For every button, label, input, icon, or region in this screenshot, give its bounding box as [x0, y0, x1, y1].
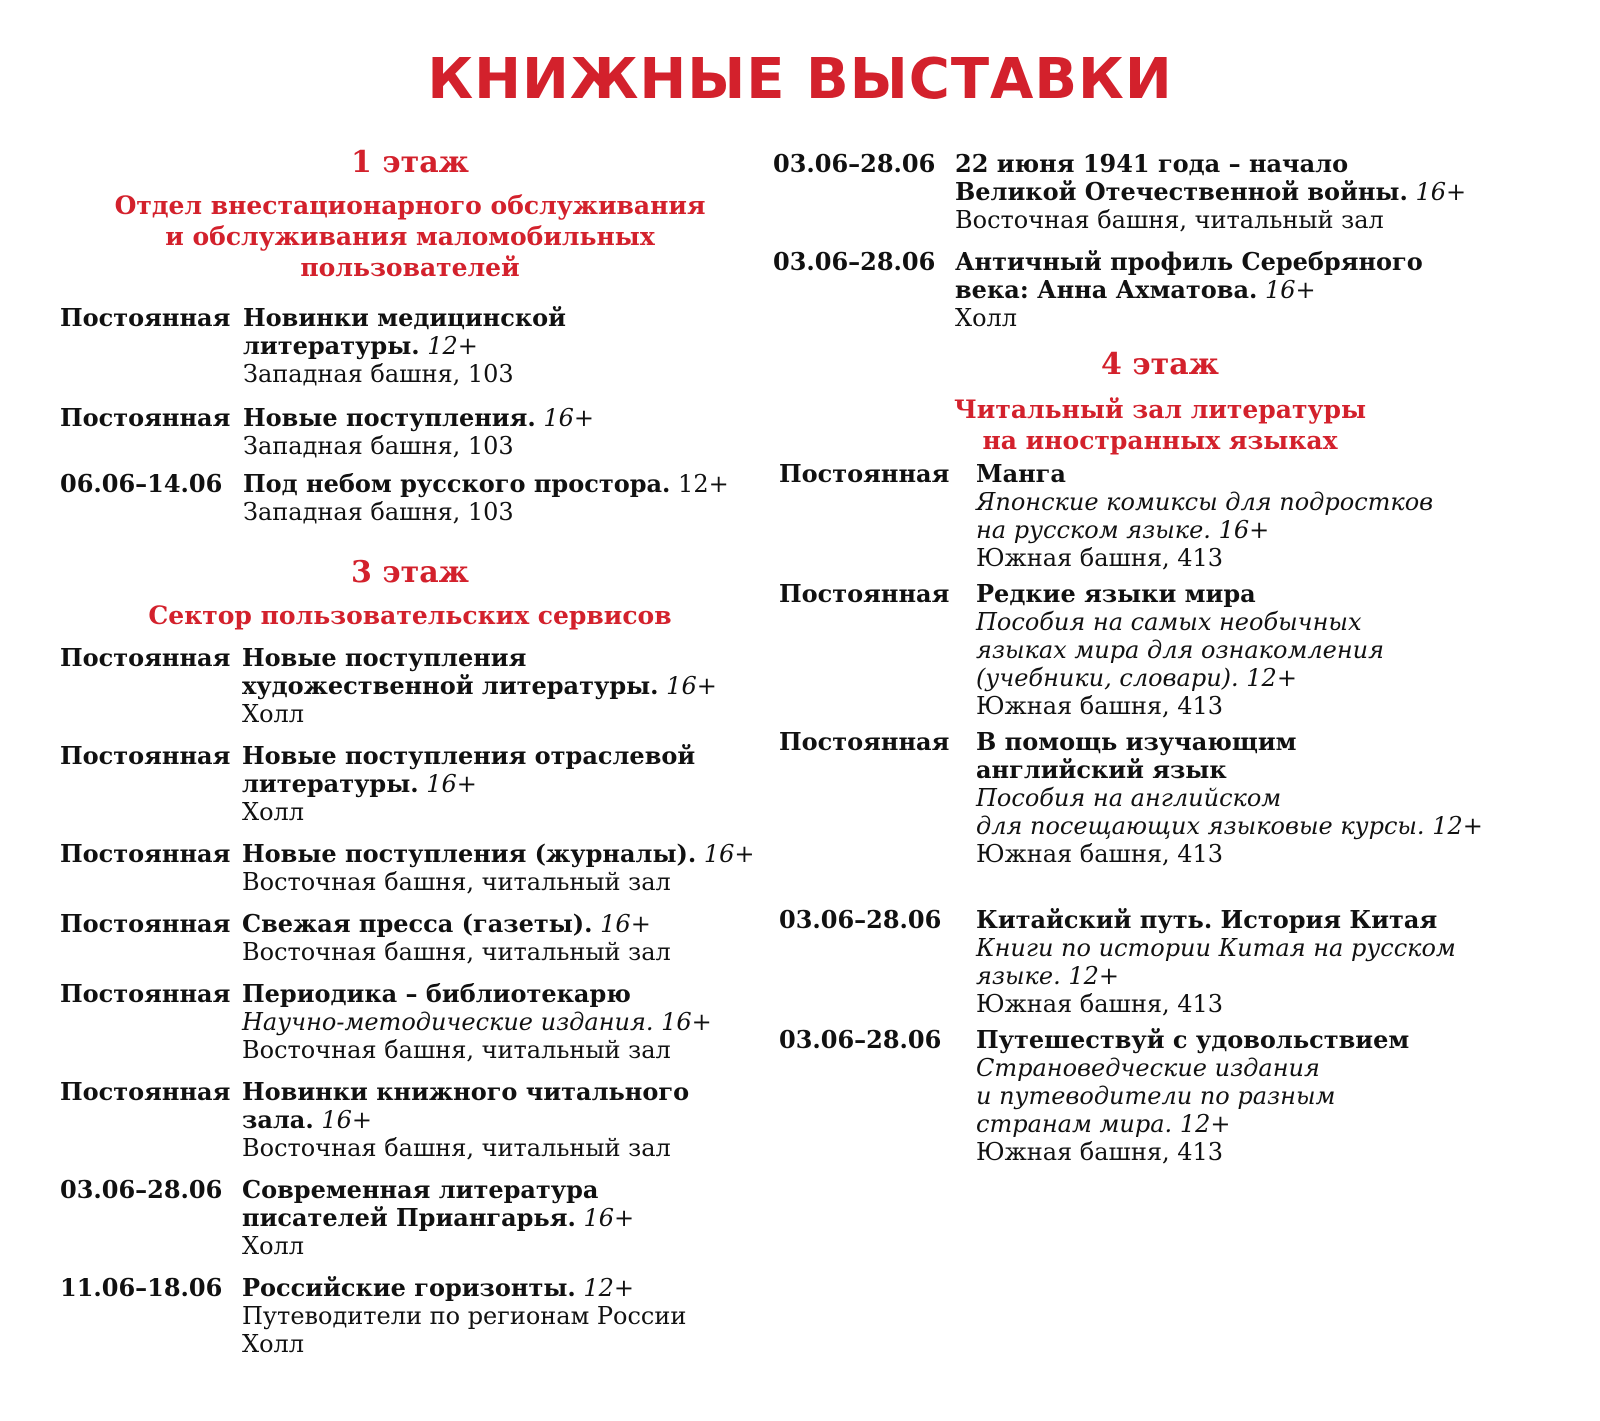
age-rating: 16+ [661, 1008, 712, 1036]
exhibition-dates: 06.06–14.06 [60, 469, 223, 498]
floor-4-department: Читальный зал литературы на иностранных языках [953, 395, 1367, 455]
exhibition-location: Южная башня, 413 [976, 544, 1224, 572]
exhibition-title: Свежая пресса (газеты). [242, 909, 593, 938]
exhibition-title: Новинки медицинской [243, 303, 566, 332]
exhibition-location: Восточная башня, читальный зал [955, 206, 1384, 234]
exhibition-title: Периодика – библиотекарю [242, 979, 631, 1008]
exhibition-entry [60, 910, 760, 966]
exhibition-title: Великой Отечественной войны. [955, 177, 1408, 206]
age-rating: 16+ [543, 404, 594, 432]
exhibition-entry [773, 248, 1573, 332]
exhibition-title: английский язык [976, 755, 1227, 784]
exhibition-location: Западная башня, 103 [243, 432, 514, 460]
exhibition-subtitle: Путеводители по регионам России [242, 1302, 687, 1330]
exhibition-title: Манга [976, 459, 1066, 488]
exhibition-title: зала. [242, 1105, 314, 1134]
exhibition-entry [773, 150, 1573, 234]
exhibition-dates: Постоянная [60, 979, 231, 1008]
exhibition-location: Холл [242, 700, 305, 728]
exhibition-dates: Постоянная [60, 909, 231, 938]
floor-3-heading: 3 этаж [351, 555, 469, 590]
exhibition-dates: 11.06–18.06 [60, 1273, 223, 1302]
exhibition-dates: Постоянная [60, 1077, 231, 1106]
exhibition-location: Холл [242, 1232, 305, 1260]
exhibition-description: Японские комиксы для подростков [976, 488, 1434, 516]
exhibition-entry [60, 470, 750, 526]
exhibition-location: Восточная башня, читальный зал [242, 1036, 671, 1064]
exhibition-title: В помощь изучающим [976, 727, 1297, 756]
exhibition-description: странам мира. [976, 1110, 1173, 1138]
exhibition-dates: Постоянная [60, 303, 231, 332]
exhibition-description: Страноведческие издания [976, 1054, 1320, 1082]
exhibition-dates: 03.06–28.06 [779, 1025, 942, 1054]
exhibition-entry [60, 304, 750, 388]
age-rating: 16+ [583, 1204, 635, 1232]
exhibition-description: для посещающих языковые курсы. [976, 812, 1425, 840]
exhibition-title: Редкие языки мира [976, 579, 1256, 608]
exhibition-entry [60, 840, 760, 896]
exhibition-location: Южная башня, 413 [976, 1138, 1224, 1166]
exhibition-description: (учебники, словари). [976, 664, 1239, 692]
exhibition-dates: Постоянная [779, 727, 950, 756]
exhibition-title: Новые поступления. [243, 403, 536, 432]
exhibition-description: языке. [976, 962, 1061, 990]
exhibition-location: Южная башня, 413 [976, 692, 1224, 720]
exhibition-entry [60, 644, 760, 728]
exhibition-location: Холл [242, 798, 305, 826]
exhibition-entry [779, 728, 1579, 868]
exhibition-description: и путеводители по разным [976, 1082, 1336, 1110]
exhibition-location: Восточная башня, читальный зал [242, 868, 671, 896]
exhibition-title: Китайский путь. История Китая [976, 905, 1438, 934]
exhibition-dates: Постоянная [779, 459, 950, 488]
exhibition-dates: 03.06–28.06 [773, 247, 936, 276]
exhibition-description: Пособия на самых необычных [976, 608, 1362, 636]
exhibition-entry [779, 906, 1579, 1018]
exhibition-description: языках мира для ознакомления [976, 636, 1384, 664]
exhibition-description: Научно-методические издания. [242, 1008, 654, 1036]
exhibition-entry [60, 1078, 760, 1162]
exhibition-location: Южная башня, 413 [976, 990, 1224, 1018]
exhibition-entry [779, 1026, 1579, 1166]
age-rating: 16+ [600, 910, 651, 938]
exhibition-dates: 03.06–28.06 [779, 905, 942, 934]
exhibition-dates: Постоянная [60, 643, 231, 672]
exhibition-title: века: Анна Ахматова. [955, 275, 1258, 304]
age-rating: 16+ [703, 840, 755, 868]
exhibition-title: Новые поступления отраслевой [242, 741, 696, 770]
exhibition-entry [60, 742, 760, 826]
exhibition-location: Западная башня, 103 [243, 498, 514, 526]
page-title: КНИЖНЫЕ ВЫСТАВКИ [427, 47, 1173, 112]
exhibition-dates: Постоянная [60, 741, 231, 770]
exhibition-location: Восточная башня, читальный зал [242, 938, 671, 966]
exhibition-location: Восточная башня, читальный зал [242, 1134, 671, 1162]
exhibition-title: писателей Приангарья. [242, 1203, 576, 1232]
exhibition-dates: 03.06–28.06 [60, 1175, 223, 1204]
exhibition-title: литературы. [242, 769, 419, 798]
exhibition-description: на русском языке. [976, 516, 1211, 544]
age-rating: 12+ [427, 332, 478, 360]
exhibition-entry [779, 460, 1579, 572]
floor-4-heading: 4 этаж [1101, 347, 1219, 382]
floor-3-department: Сектор пользовательских сервисов [148, 601, 672, 630]
exhibition-title: литературы. [243, 331, 420, 360]
exhibition-entry [60, 404, 750, 460]
age-rating: 16+ [1218, 516, 1270, 544]
age-rating: 16+ [1415, 178, 1467, 206]
exhibition-description: Книги по истории Китая на русском [976, 934, 1456, 962]
exhibition-dates: 03.06–28.06 [773, 149, 936, 178]
age-rating: 12+ [1246, 664, 1297, 692]
exhibition-location: Холл [955, 304, 1018, 332]
exhibition-title: Новые поступления (журналы). [242, 839, 697, 868]
floor-1-heading: 1 этаж [351, 145, 469, 180]
exhibition-title: Российские горизонты. [242, 1273, 576, 1302]
exhibition-description: Пособия на английском [976, 784, 1282, 812]
exhibition-entry [60, 1274, 760, 1358]
age-rating: 12+ [583, 1274, 635, 1302]
exhibition-dates: Постоянная [60, 403, 231, 432]
exhibition-entry [779, 580, 1579, 720]
exhibition-location: Холл [242, 1330, 305, 1358]
exhibition-title: Под небом русского простора. [243, 469, 671, 498]
age-rating: 16+ [426, 770, 477, 798]
exhibition-title: 22 июня 1941 года – начало [955, 149, 1349, 178]
floor-1-department: Отдел внестационарного обслуживания и обслуживания маломобильных пользователей [114, 191, 706, 282]
exhibition-title: Новые поступления [242, 643, 527, 672]
exhibition-title: Путешествуй с удовольствием [976, 1025, 1410, 1054]
exhibition-title: Современная литература [242, 1175, 599, 1204]
exhibition-entry [60, 980, 760, 1064]
age-rating: 12+ [1432, 812, 1483, 840]
age-rating: 16+ [666, 672, 717, 700]
exhibition-dates: Постоянная [60, 839, 231, 868]
exhibition-title: художественной литературы. [242, 671, 659, 700]
age-rating: 12+ [1179, 1110, 1231, 1138]
exhibition-title: Новинки книжного читального [242, 1077, 690, 1106]
age-rating: 16+ [1264, 276, 1316, 304]
exhibition-location: Южная башня, 413 [976, 840, 1224, 868]
age-rating: 12+ [1068, 962, 1119, 990]
age-rating: 16+ [321, 1106, 372, 1134]
exhibition-title: Античный профиль Серебряного [955, 247, 1423, 276]
exhibition-location: Западная башня, 103 [243, 360, 514, 388]
exhibition-entry [60, 1176, 760, 1260]
exhibition-dates: Постоянная [779, 579, 950, 608]
age-rating: 12+ [678, 470, 729, 498]
